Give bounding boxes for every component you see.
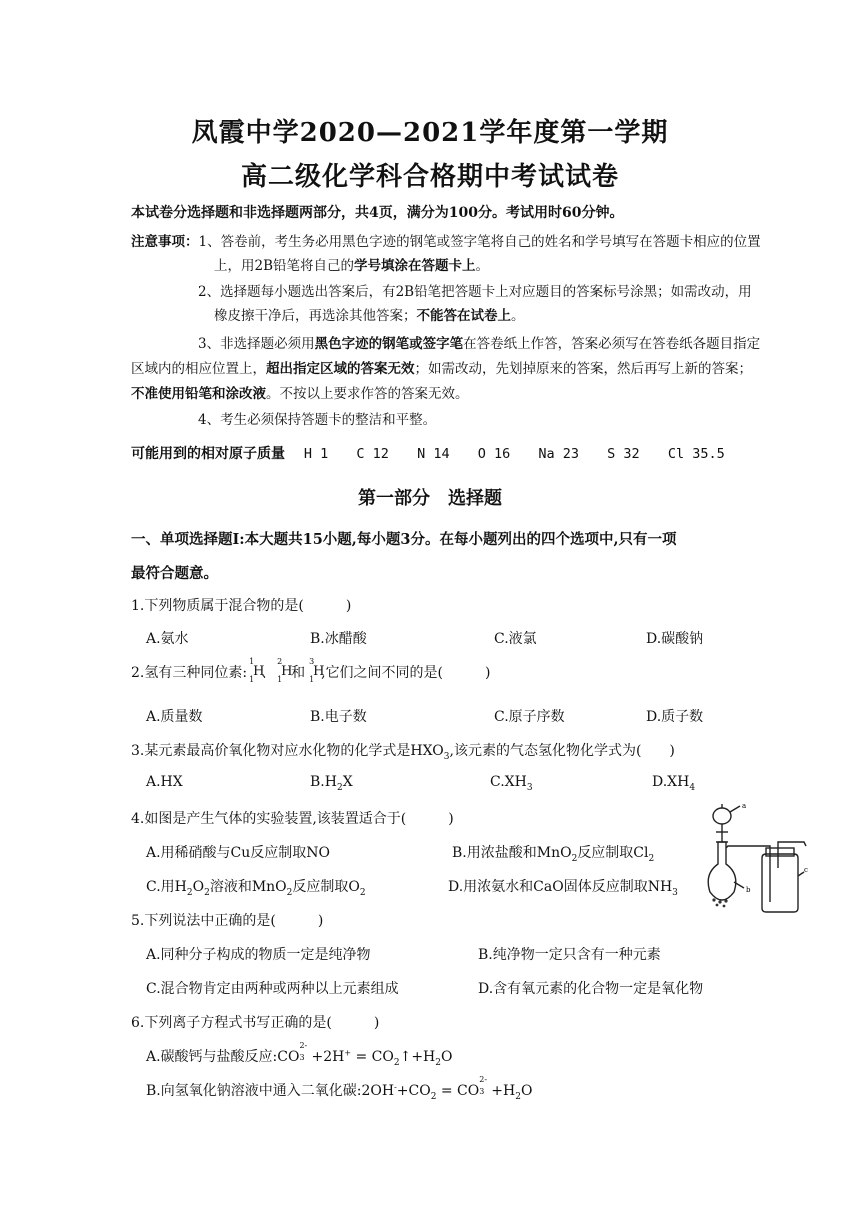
- isotope-protium: [247, 657, 265, 684]
- question-5-option-d: D.含有氧元素的化合物一定是氧化物: [478, 981, 704, 997]
- question-3-stem: [131, 740, 675, 762]
- isotope-deuterium: [275, 657, 293, 684]
- atomic-number: 1: [249, 675, 255, 684]
- notes-3c-rest: 。不按以上要求作答的答案无效。: [266, 386, 469, 402]
- question-6-option-a: [146, 1041, 453, 1068]
- subscript: 2: [648, 853, 655, 864]
- subscript: 3: [526, 782, 533, 793]
- notes-3b-text: 区域内的相应位置上，: [131, 361, 266, 377]
- question-2-stem: [131, 657, 491, 684]
- notes-1-end: 。: [475, 258, 490, 274]
- question-2-text: 2.氢有三种同位素:: [131, 665, 248, 681]
- atomic-mass-item: N 14: [417, 446, 450, 462]
- gas-generation-apparatus-figure: [700, 802, 812, 914]
- question-3-text-end: ,该元素的气态氢化物化学式为( ): [449, 743, 675, 759]
- notes-item-1-cont: [214, 254, 489, 274]
- element-symbol: H: [313, 664, 325, 679]
- question-5-stem: 5.下列说法中正确的是( ): [131, 913, 324, 929]
- option-text: B.H: [310, 774, 337, 790]
- subscript: 2: [336, 782, 343, 793]
- superscript: +: [344, 1048, 352, 1058]
- option-text: +H: [491, 1083, 516, 1099]
- subscript: 2: [204, 887, 210, 898]
- option-text: O: [192, 879, 205, 895]
- apparatus-label-a: a: [742, 802, 747, 810]
- notes-item-4: 4、考生必须保持答题卡的整洁和平整。: [198, 412, 437, 428]
- notes-3-rest: 在答卷纸上作答，答案必须写在答卷纸各题目指定: [463, 336, 761, 352]
- question-6-option-b: [146, 1075, 533, 1102]
- subscript: 2: [286, 887, 293, 898]
- notes-item-2-cont: [214, 304, 525, 324]
- option-text: D.XH: [652, 774, 690, 790]
- atomic-number: 1: [309, 675, 315, 684]
- subscript: 3: [443, 751, 450, 762]
- option-text-end: X: [342, 774, 353, 790]
- conjunction: 和: [291, 665, 306, 681]
- subscript: 2: [186, 887, 193, 898]
- notes-2-text: 橡皮擦干净后，再选涂其他答案；: [214, 308, 417, 324]
- atomic-mass-item: H 1: [303, 446, 329, 462]
- question-2-option-a: A.质量数: [146, 709, 203, 725]
- apparatus-label-b: b: [746, 886, 751, 894]
- notes-label: 注意事项：: [131, 234, 199, 250]
- question-4-stem: 4.如图是产生气体的实验装置,该装置适合于( ): [131, 811, 454, 827]
- option-text: O: [520, 1083, 533, 1099]
- option-text: +2H: [311, 1049, 345, 1065]
- question-1-option-d: D.碳酸钠: [646, 631, 704, 647]
- option-text: = CO: [351, 1049, 394, 1065]
- subscript: 4: [689, 782, 696, 793]
- mass-number: 2: [277, 657, 283, 666]
- atomic-mass-item: C 12: [356, 446, 389, 462]
- atomic-number: 1: [277, 675, 283, 684]
- charge-index: [479, 1075, 491, 1096]
- option-text: +CO: [396, 1083, 431, 1099]
- isotope-tritium: [307, 657, 325, 684]
- atomic-mass-item: S 32: [607, 446, 640, 462]
- notes-2-emphasis: 不能答在试卷上: [416, 308, 511, 324]
- subscript: 2: [430, 1091, 437, 1102]
- section-instructions: 一、单项选择题Ⅰ:本大题共15小题,每小题3分。在每小题列出的四个选项中,只有一项: [131, 531, 677, 548]
- question-1-option-b: B.冰醋酸: [310, 631, 367, 647]
- subscript: 2: [435, 1057, 441, 1068]
- exam-intro: 本试卷分选择题和非选择题两部分，共4页，满分为100分。考试用时60分钟。: [131, 205, 624, 221]
- option-text: C.XH: [490, 774, 527, 790]
- question-2-option-c: C.原子序数: [494, 709, 565, 725]
- question-3-option-a: A.HX: [146, 774, 183, 790]
- superscript: 2-: [299, 1041, 308, 1050]
- question-2-option-b: B.电子数: [310, 709, 367, 725]
- question-5-option-b: B.纯净物一定只含有一种元素: [478, 947, 661, 963]
- option-text: B.用浓盐酸和MnO: [452, 845, 572, 861]
- question-3-text: 3.某元素最高价氧化物对应水化物的化学式是HXO: [131, 743, 444, 759]
- option-text: 溶液和MnO: [209, 879, 287, 895]
- subscript: 2: [359, 887, 366, 898]
- superscript: 2-: [479, 1075, 488, 1084]
- option-text: B.向氢氧化钠溶液中通入二氧化碳:2OH: [146, 1083, 395, 1099]
- notes-item-1: [131, 230, 761, 250]
- atomic-mass-item: Na 23: [538, 446, 580, 462]
- question-4-option-d: [448, 876, 678, 898]
- notes-3-emphasis: 黑色字迹的钢笔或签字笔: [314, 336, 464, 352]
- notes-3b-rest: ；如需改动，先划掉原来的答案，然后再写上新的答案；: [414, 361, 752, 377]
- charge-index: [299, 1041, 311, 1062]
- notes-3-text: 3、非选择题必须用: [198, 336, 315, 352]
- atomic-mass-item: O 16: [477, 446, 511, 462]
- element-symbol: H: [253, 664, 265, 679]
- subscript: 2: [571, 853, 578, 864]
- atomic-masses: [131, 443, 725, 463]
- notes-3c-emphasis: 不准使用铅笔和涂改液: [131, 386, 266, 402]
- atomic-mass-item: Cl 35.5: [667, 446, 725, 462]
- question-3-option-c: [490, 774, 533, 793]
- question-5-option-c: C.混合物肯定由两种或两种以上元素组成: [146, 981, 399, 997]
- notes-2-end: 。: [511, 308, 525, 324]
- question-6-stem: 6.下列离子方程式书写正确的是( ): [131, 1015, 380, 1031]
- question-4-option-a: A.用稀硝酸与Cu反应制取NO: [146, 845, 331, 861]
- option-text: O: [441, 1049, 453, 1065]
- question-3-option-d: [652, 774, 695, 793]
- question-3-option-b: [310, 774, 353, 793]
- question-2-text-end: ,它们之间不同的是( ): [321, 665, 491, 681]
- notes-1-emphasis: 学号填涂在答题卡上: [354, 258, 476, 274]
- section-title: 第一部分 选择题: [358, 488, 502, 509]
- question-2-option-d: D.质子数: [646, 709, 704, 725]
- subscript: 2: [515, 1091, 521, 1102]
- apparatus-label-c: c: [804, 866, 808, 874]
- notes-item-3-cont2: [131, 382, 469, 402]
- notes-1-text: 上，用2B铅笔将自己的: [214, 258, 355, 274]
- exam-subtitle: 高二级化学科合格期中考试试卷: [240, 162, 619, 192]
- element-symbol: H: [281, 664, 293, 679]
- question-1-option-a: A.氨水: [146, 631, 189, 647]
- mass-number: 3: [309, 657, 315, 666]
- notes-item-2: 2、选择题每小题选出答案后，有2B铅笔把答题卡上对应题目的答案标号涂黑；如需改动，用: [198, 284, 752, 300]
- option-text: C.用H: [146, 879, 187, 895]
- subscript: 2: [393, 1057, 400, 1068]
- option-text: ↑+H: [399, 1049, 436, 1065]
- option-text: 反应制取O: [292, 879, 360, 895]
- question-4-option-b: [452, 842, 654, 864]
- exam-title: 凤霞中学2020—2021学年度第一学期: [191, 118, 669, 148]
- question-4-option-c: [146, 876, 366, 898]
- question-5-option-a: A.同种分子构成的物质一定是纯净物: [146, 947, 371, 963]
- subscript: 3: [672, 887, 678, 898]
- superscript: -: [394, 1082, 397, 1092]
- separator: 、: [261, 665, 276, 681]
- subscript: 3: [299, 1053, 305, 1062]
- option-text-mid: 反应制取Cl: [577, 845, 649, 861]
- question-1-stem: 1.下列物质属于混合物的是( ): [131, 598, 352, 614]
- subscript: 3: [479, 1087, 485, 1096]
- question-1-option-c: C.液氯: [494, 631, 537, 647]
- option-text: = CO: [436, 1083, 480, 1099]
- apparatus-drawing: [708, 804, 806, 912]
- notes-1-line1: 1、答卷前，考生务必用黑色字迹的钢笔或签字笔将自己的姓名和学号填写在答题卡相应的位置: [198, 234, 761, 250]
- mass-number: 1: [249, 657, 255, 666]
- option-text: A.碳酸钙与盐酸反应:CO: [146, 1049, 300, 1065]
- section-instructions-cont: 最符合题意。: [131, 565, 218, 582]
- atomic-masses-label: 可能用到的相对原子质量: [131, 446, 285, 462]
- notes-3b-emphasis: 超出指定区域的答案无效: [266, 361, 415, 377]
- notes-item-3-cont: [131, 357, 752, 377]
- notes-item-3: [198, 332, 760, 352]
- option-text: D.用浓氨水和CaO固体反应制取NH: [448, 879, 673, 895]
